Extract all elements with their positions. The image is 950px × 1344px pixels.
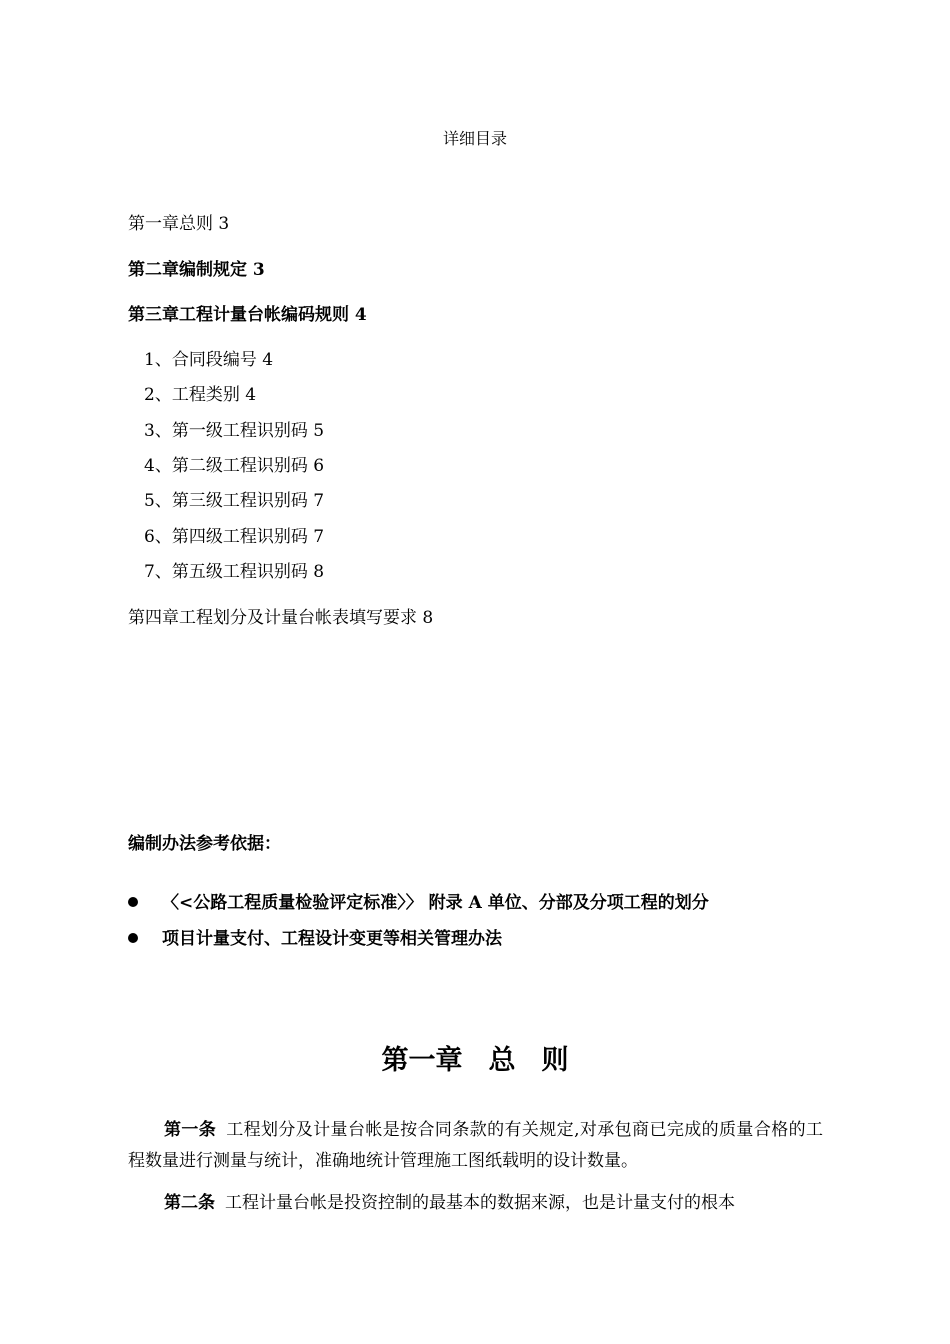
toc-sub-item: 4、第二级工程识别码 6 bbox=[144, 456, 325, 476]
toc-sub-item: 3、第一级工程识别码 5 bbox=[144, 421, 325, 441]
toc-chapter-1: 第一章总则 3 bbox=[128, 214, 230, 234]
toc-chapter-3: 第三章工程计量台帐编码规则 4 bbox=[128, 305, 367, 325]
article-text: 工程计量台帐是投资控制的最基本的数据来源，也是计量支付的根本 bbox=[225, 1193, 735, 1213]
chapter-title-word-2: 则 bbox=[541, 1045, 569, 1076]
toc-sub-item: 1、合同段编号 4 bbox=[144, 350, 274, 370]
reference-text: 〈<公路工程质量检验评定标准〉〉 附录 A 单位、分部及分项工程的划分 bbox=[162, 893, 709, 913]
toc-chapter-2: 第二章编制规定 3 bbox=[128, 260, 265, 280]
toc-sub-item: 2、工程类别 4 bbox=[144, 385, 257, 405]
article-text: 工程划分及计量台帐是按合同条款的有关规定,对承包商已完成的质量合格的工程数量进行测量与统计，准确地统计管理施工图纸载明的设计数量。 bbox=[128, 1120, 824, 1171]
toc-sub-item: 6、第四级工程识别码 7 bbox=[144, 527, 325, 547]
reference-text: 项目计量支付、工程设计变更等相关管理办法 bbox=[162, 929, 502, 949]
article-lead: 第二条 bbox=[164, 1193, 215, 1213]
article-paragraph bbox=[128, 1115, 823, 1177]
reference-bullet bbox=[128, 888, 709, 913]
chapter-title-word-1: 总 bbox=[488, 1045, 516, 1076]
chapter-title bbox=[0, 1038, 950, 1077]
article-paragraph bbox=[128, 1188, 823, 1219]
chapter-title-number: 第一章 bbox=[381, 1045, 463, 1076]
toc-chapter-4: 第四章工程划分及计量台帐表填写要求 8 bbox=[128, 608, 434, 628]
toc-sub-item: 7、第五级工程识别码 8 bbox=[144, 562, 325, 582]
article-lead: 第一条 bbox=[164, 1120, 217, 1140]
references-heading: 编制办法参考依据： bbox=[128, 834, 281, 854]
bullet-dot-icon bbox=[128, 933, 138, 943]
reference-bullet bbox=[128, 924, 502, 949]
toc-title: 详细目录 bbox=[442, 129, 507, 148]
toc-sub-item: 5、第三级工程识别码 7 bbox=[144, 491, 325, 511]
bullet-dot-icon bbox=[128, 897, 138, 907]
